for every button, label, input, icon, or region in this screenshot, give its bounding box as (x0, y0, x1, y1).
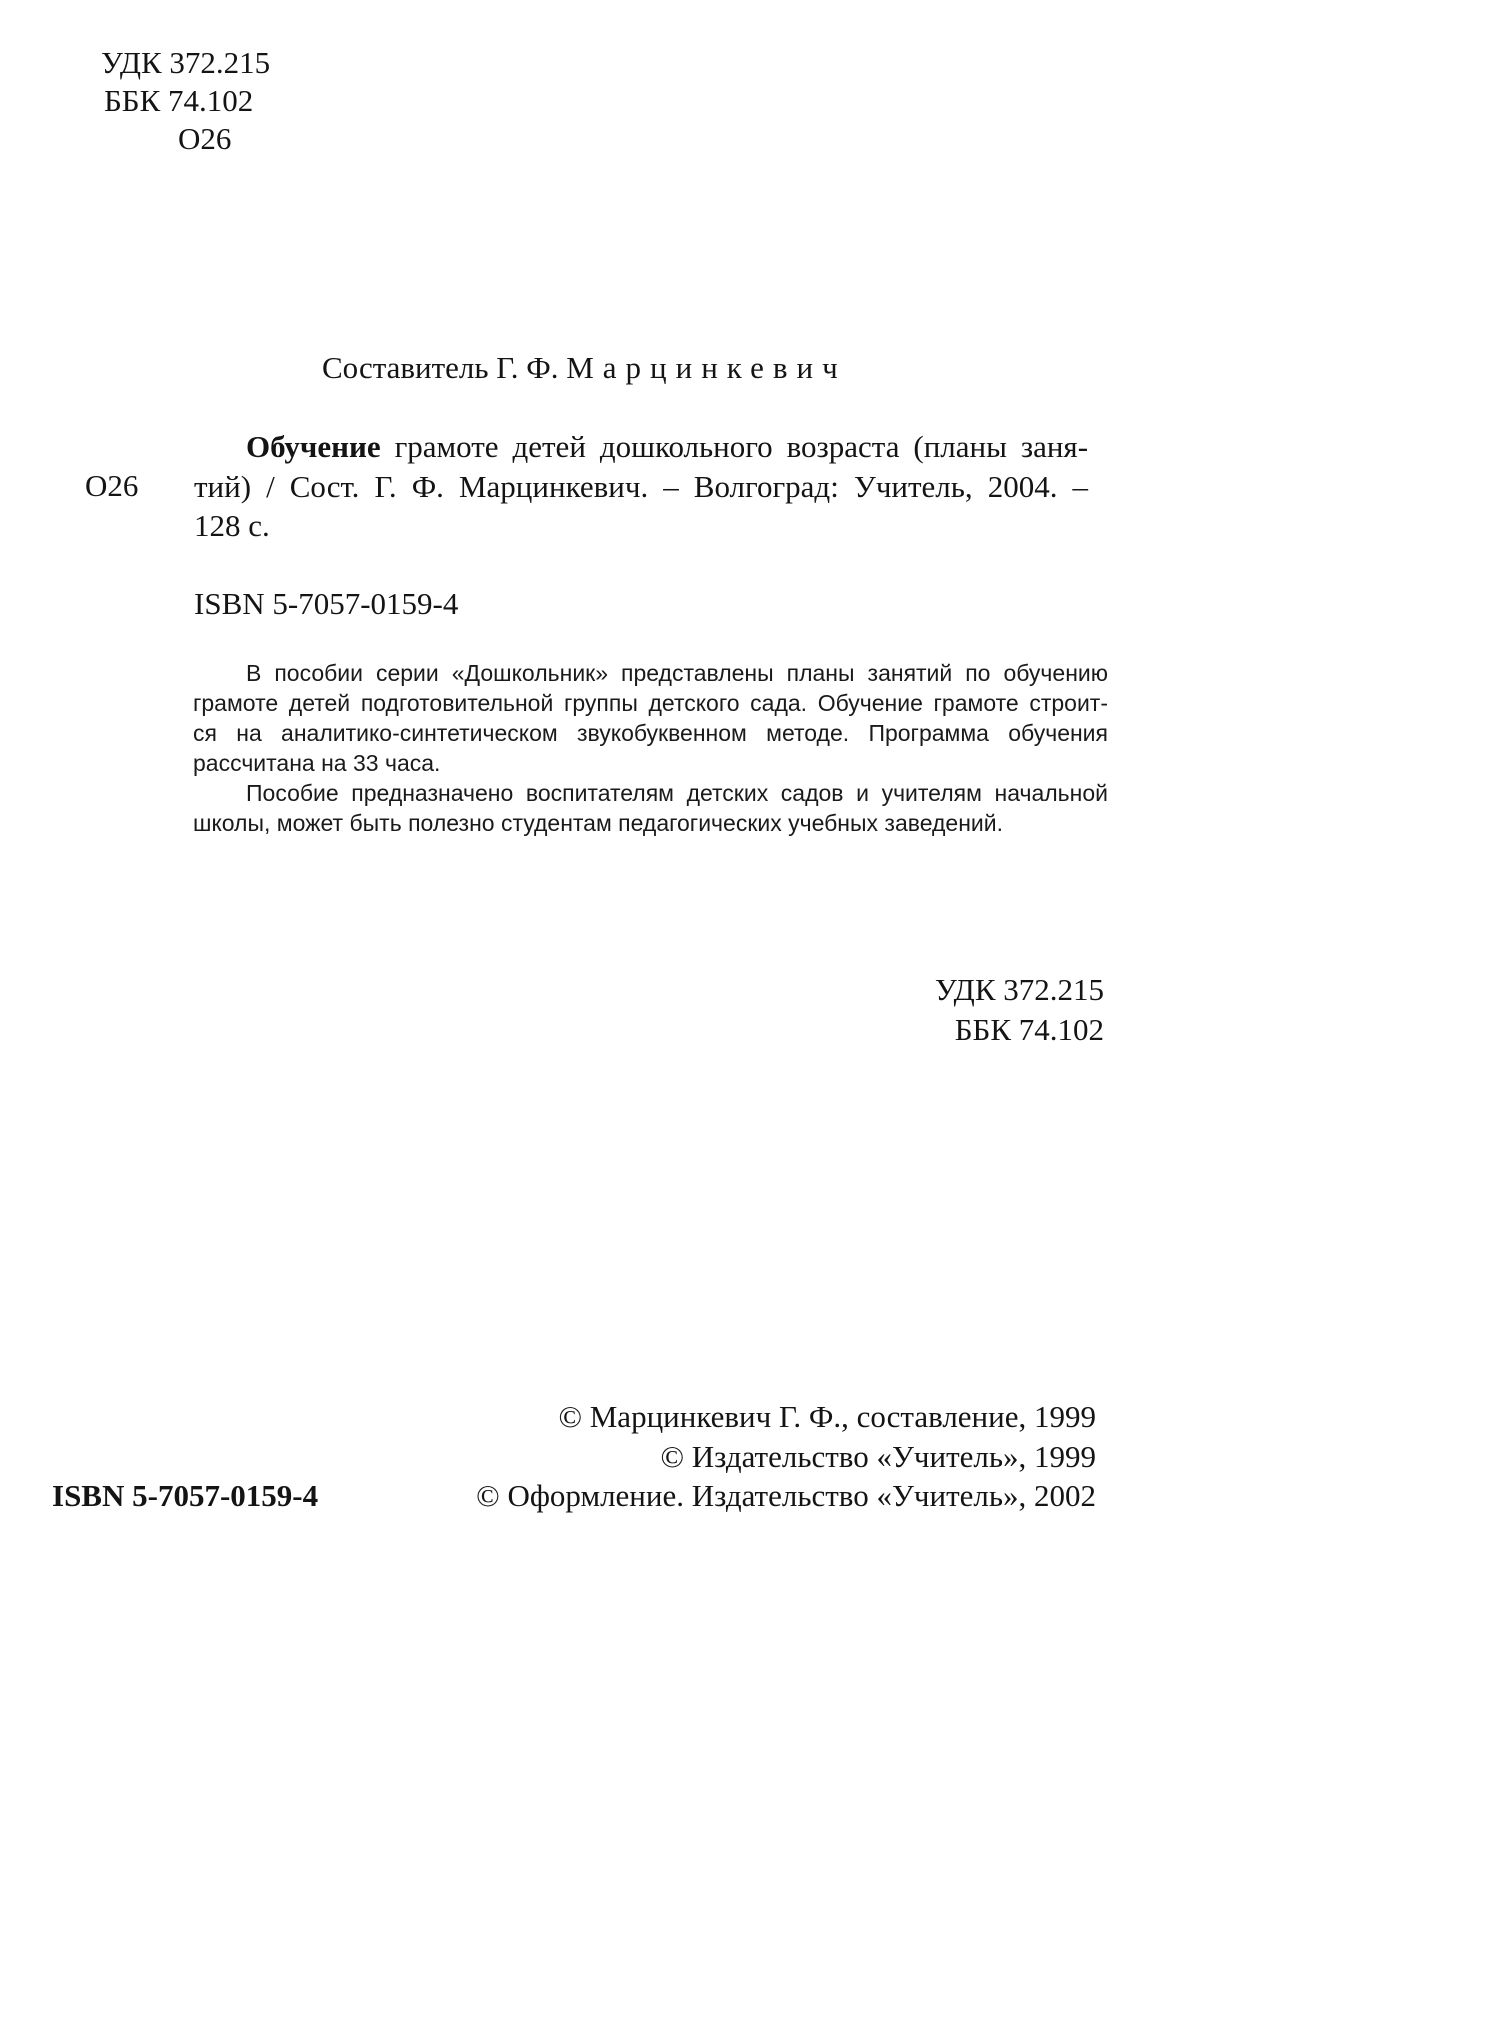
compiler-line (322, 350, 847, 386)
bib-title-rest: грамоте детей дошкольного возраста (планы заня- (394, 429, 1089, 464)
annotation-line: Пособие предназначено воспитателям детских садов и учителям начальной (246, 780, 1108, 806)
copyright-line: © Оформление. Издательство «Учитель», 2002 (476, 1478, 1096, 1513)
bib-title-bold: Обучение (246, 429, 381, 464)
compiler-initials: Г. Ф. (496, 350, 559, 385)
annotation-line: школы, может быть полезно студентам педагогических учебных заведений. (193, 810, 1004, 836)
annotation-line: В пособии серии «Дошкольник» представлены планы занятий по обучению (246, 660, 1108, 686)
bib-record-line-1 (246, 428, 1088, 466)
annotation-line: грамоте детей подготовительной группы детского сада. Обучение грамоте строит- (193, 690, 1108, 716)
author-code-record: О26 (85, 468, 139, 503)
copyright-line: © Издательство «Учитель», 1999 (660, 1439, 1096, 1474)
bib-record-line-2: тий) / Сост. Г. Ф. Марцинкевич. – Волгоград: Учитель, 2004. – (194, 469, 1088, 504)
udk-code-top: УДК 372.215 (101, 45, 271, 80)
annotation-line: ся на аналитико-синтетическом звукобуквенном методе. Программа обучения (193, 720, 1108, 746)
compiler-label: Составитель (322, 350, 489, 385)
bib-record-line-3: 128 с. (194, 508, 270, 543)
isbn-record: ISBN 5-7057-0159-4 (194, 586, 459, 621)
annotation-line: рассчитана на 33 часа. (193, 750, 441, 776)
bbk-code-bottom: ББК 74.102 (954, 1012, 1104, 1047)
isbn-bottom: ISBN 5-7057-0159-4 (52, 1478, 319, 1513)
author-code-top: О26 (178, 121, 232, 156)
bbk-code-top: ББК 74.102 (104, 83, 254, 118)
copyright-line: © Марцинкевич Г. Ф., составление, 1999 (558, 1399, 1096, 1434)
udk-code-bottom: УДК 372.215 (934, 972, 1104, 1007)
compiler-surname: Марцинкевич (566, 350, 847, 385)
